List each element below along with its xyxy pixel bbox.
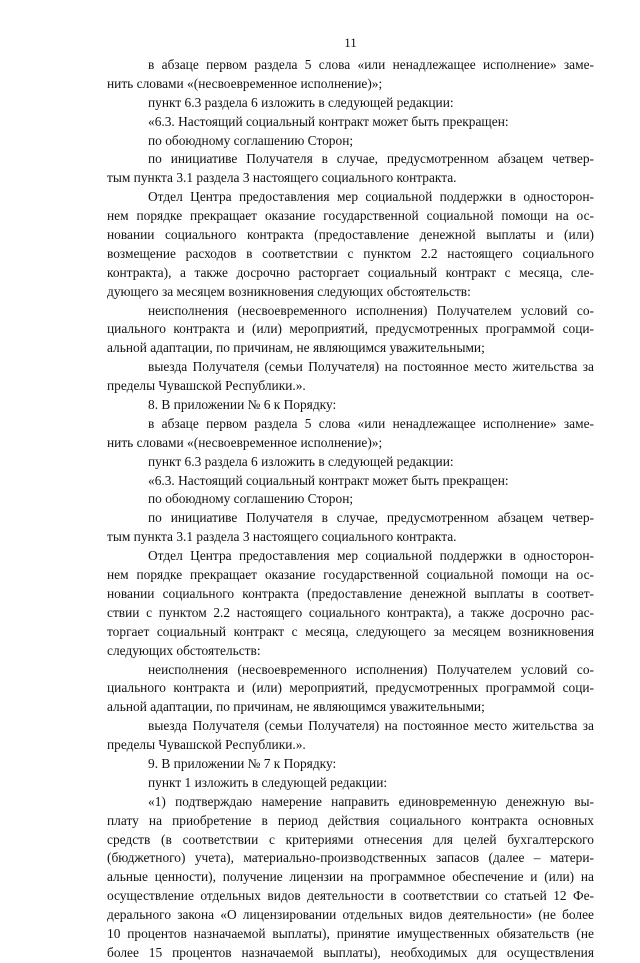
text-line: тым пункта 3.1 раздела 3 настоящего социального контракта. xyxy=(107,529,457,545)
text-line: более 15 процентов назначаемой выплаты), необходимых для осуществления xyxy=(107,944,594,960)
text-line: альной адаптации, по причинам, не являющимся уважительными; xyxy=(107,340,485,356)
text-line: торгает социальный контракт с месяца, следующего за месяцем возникновения xyxy=(107,623,594,639)
text-line: по инициативе Получателя в случае, предусмотренном абзацем четвер- xyxy=(148,151,594,167)
text-line: дерального закона «О лицензировании отдельных видов деятельности» (не более xyxy=(107,907,594,923)
text-line: выезда Получателя (семьи Получателя) на постоянное место жительства за xyxy=(148,359,594,375)
text-line: нить словами «(несвоевременное исполнение)»; xyxy=(107,75,383,91)
text-line: осуществление отдельных видов деятельности в соответствии со статьей 12 Фе- xyxy=(107,888,594,904)
text-line: Отдел Центра предоставления мер социальной поддержки в односторон- xyxy=(148,548,594,564)
text-line: контракта), а также досрочно расторгает социальный контракт с месяца, сле- xyxy=(107,264,594,280)
text-line: 10 процентов назначаемой выплаты), принятие имущественных обязательств (не xyxy=(107,925,594,941)
text-line: по обоюдному соглашению Сторон; xyxy=(148,132,354,148)
text-line: в абзаце первом раздела 5 слова «или ненадлежащее исполнение» заме- xyxy=(148,415,594,431)
text-line: пределы Чувашской Республики.». xyxy=(107,378,306,394)
text-line: нем порядке прекращает оказание государственной социальной помощи на ос- xyxy=(107,208,594,224)
text-line: (бюджетного) учета), материально-производственных запасов (далее – матери- xyxy=(107,850,594,866)
text-line: Отдел Центра предоставления мер социальной поддержки в односторон- xyxy=(148,189,594,205)
text-line: «6.3. Настоящий социальный контракт может быть прекращен: xyxy=(148,472,509,488)
text-line: дующего за месяцем возникновения следующих обстоятельств: xyxy=(107,283,471,299)
text-line: выезда Получателя (семьи Получателя) на постоянное место жительства за xyxy=(148,718,594,734)
text-line: 9. В приложении № 7 к Порядку: xyxy=(148,755,337,771)
page-number: 11 xyxy=(344,35,357,50)
text-line: ствии с пунктом 2.2 настоящего социального контракта), а также досрочно рас- xyxy=(107,604,594,620)
text-line: возмещение расходов в соответствии с пунктом 2.2 настоящего социального xyxy=(107,245,594,261)
document-body xyxy=(107,56,594,963)
text-line: 8. В приложении № 6 к Порядку: xyxy=(148,397,337,413)
text-line: пункт 6.3 раздела 6 изложить в следующей редакции: xyxy=(148,453,454,469)
text-line: в абзаце первом раздела 5 слова «или ненадлежащее исполнение» заме- xyxy=(148,57,594,72)
text-line: плату на приобретение в период действия социального контракта основных xyxy=(107,812,594,828)
text-line: следующих обстоятельств: xyxy=(107,642,261,658)
text-line: «6.3. Настоящий социальный контракт может быть прекращен: xyxy=(148,113,509,129)
text-line: тым пункта 3.1 раздела 3 настоящего социального контракта. xyxy=(107,170,457,186)
text-line: по инициативе Получателя в случае, предусмотренном абзацем четвер- xyxy=(148,510,594,526)
text-line: новании социального контракта (предоставление денежной выплаты и (или) xyxy=(107,227,594,243)
text-line: неисполнения (несвоевременного исполнения) Получателем условий со- xyxy=(148,661,594,677)
text-line: пункт 6.3 раздела 6 изложить в следующей редакции: xyxy=(148,94,454,110)
text-line: пункт 1 изложить в следующей редакции: xyxy=(148,774,388,790)
text-line: неисполнения (несвоевременного исполнения) Получателем условий со- xyxy=(148,302,594,318)
text-line: альные ценности), получение лицензии на программное обеспечение и (или) на xyxy=(107,869,594,885)
text-line: циального контракта и (или) мероприятий, предусмотренных программой соци- xyxy=(107,321,594,337)
text-line: «1) подтверждаю намерение направить единовременную денежную вы- xyxy=(148,793,594,809)
text-line: пределы Чувашской Республики.». xyxy=(107,737,306,753)
text-line: новании социального контракта (предоставление денежной выплаты в соответ- xyxy=(107,585,594,601)
text-line: нить словами «(несвоевременное исполнение)»; xyxy=(107,434,383,450)
text-line: средств (в соответствии с критериями отнесения для целей бухгалтерского xyxy=(107,831,594,847)
text-line: по обоюдному соглашению Сторон; xyxy=(148,491,354,507)
text-line: альной адаптации, по причинам, не являющимся уважительными; xyxy=(107,699,485,715)
document-page xyxy=(107,34,594,963)
text-line: нем порядке прекращает оказание государственной социальной помощи на ос- xyxy=(107,567,594,583)
text-line: циального контракта и (или) мероприятий, предусмотренных программой соци- xyxy=(107,680,594,696)
